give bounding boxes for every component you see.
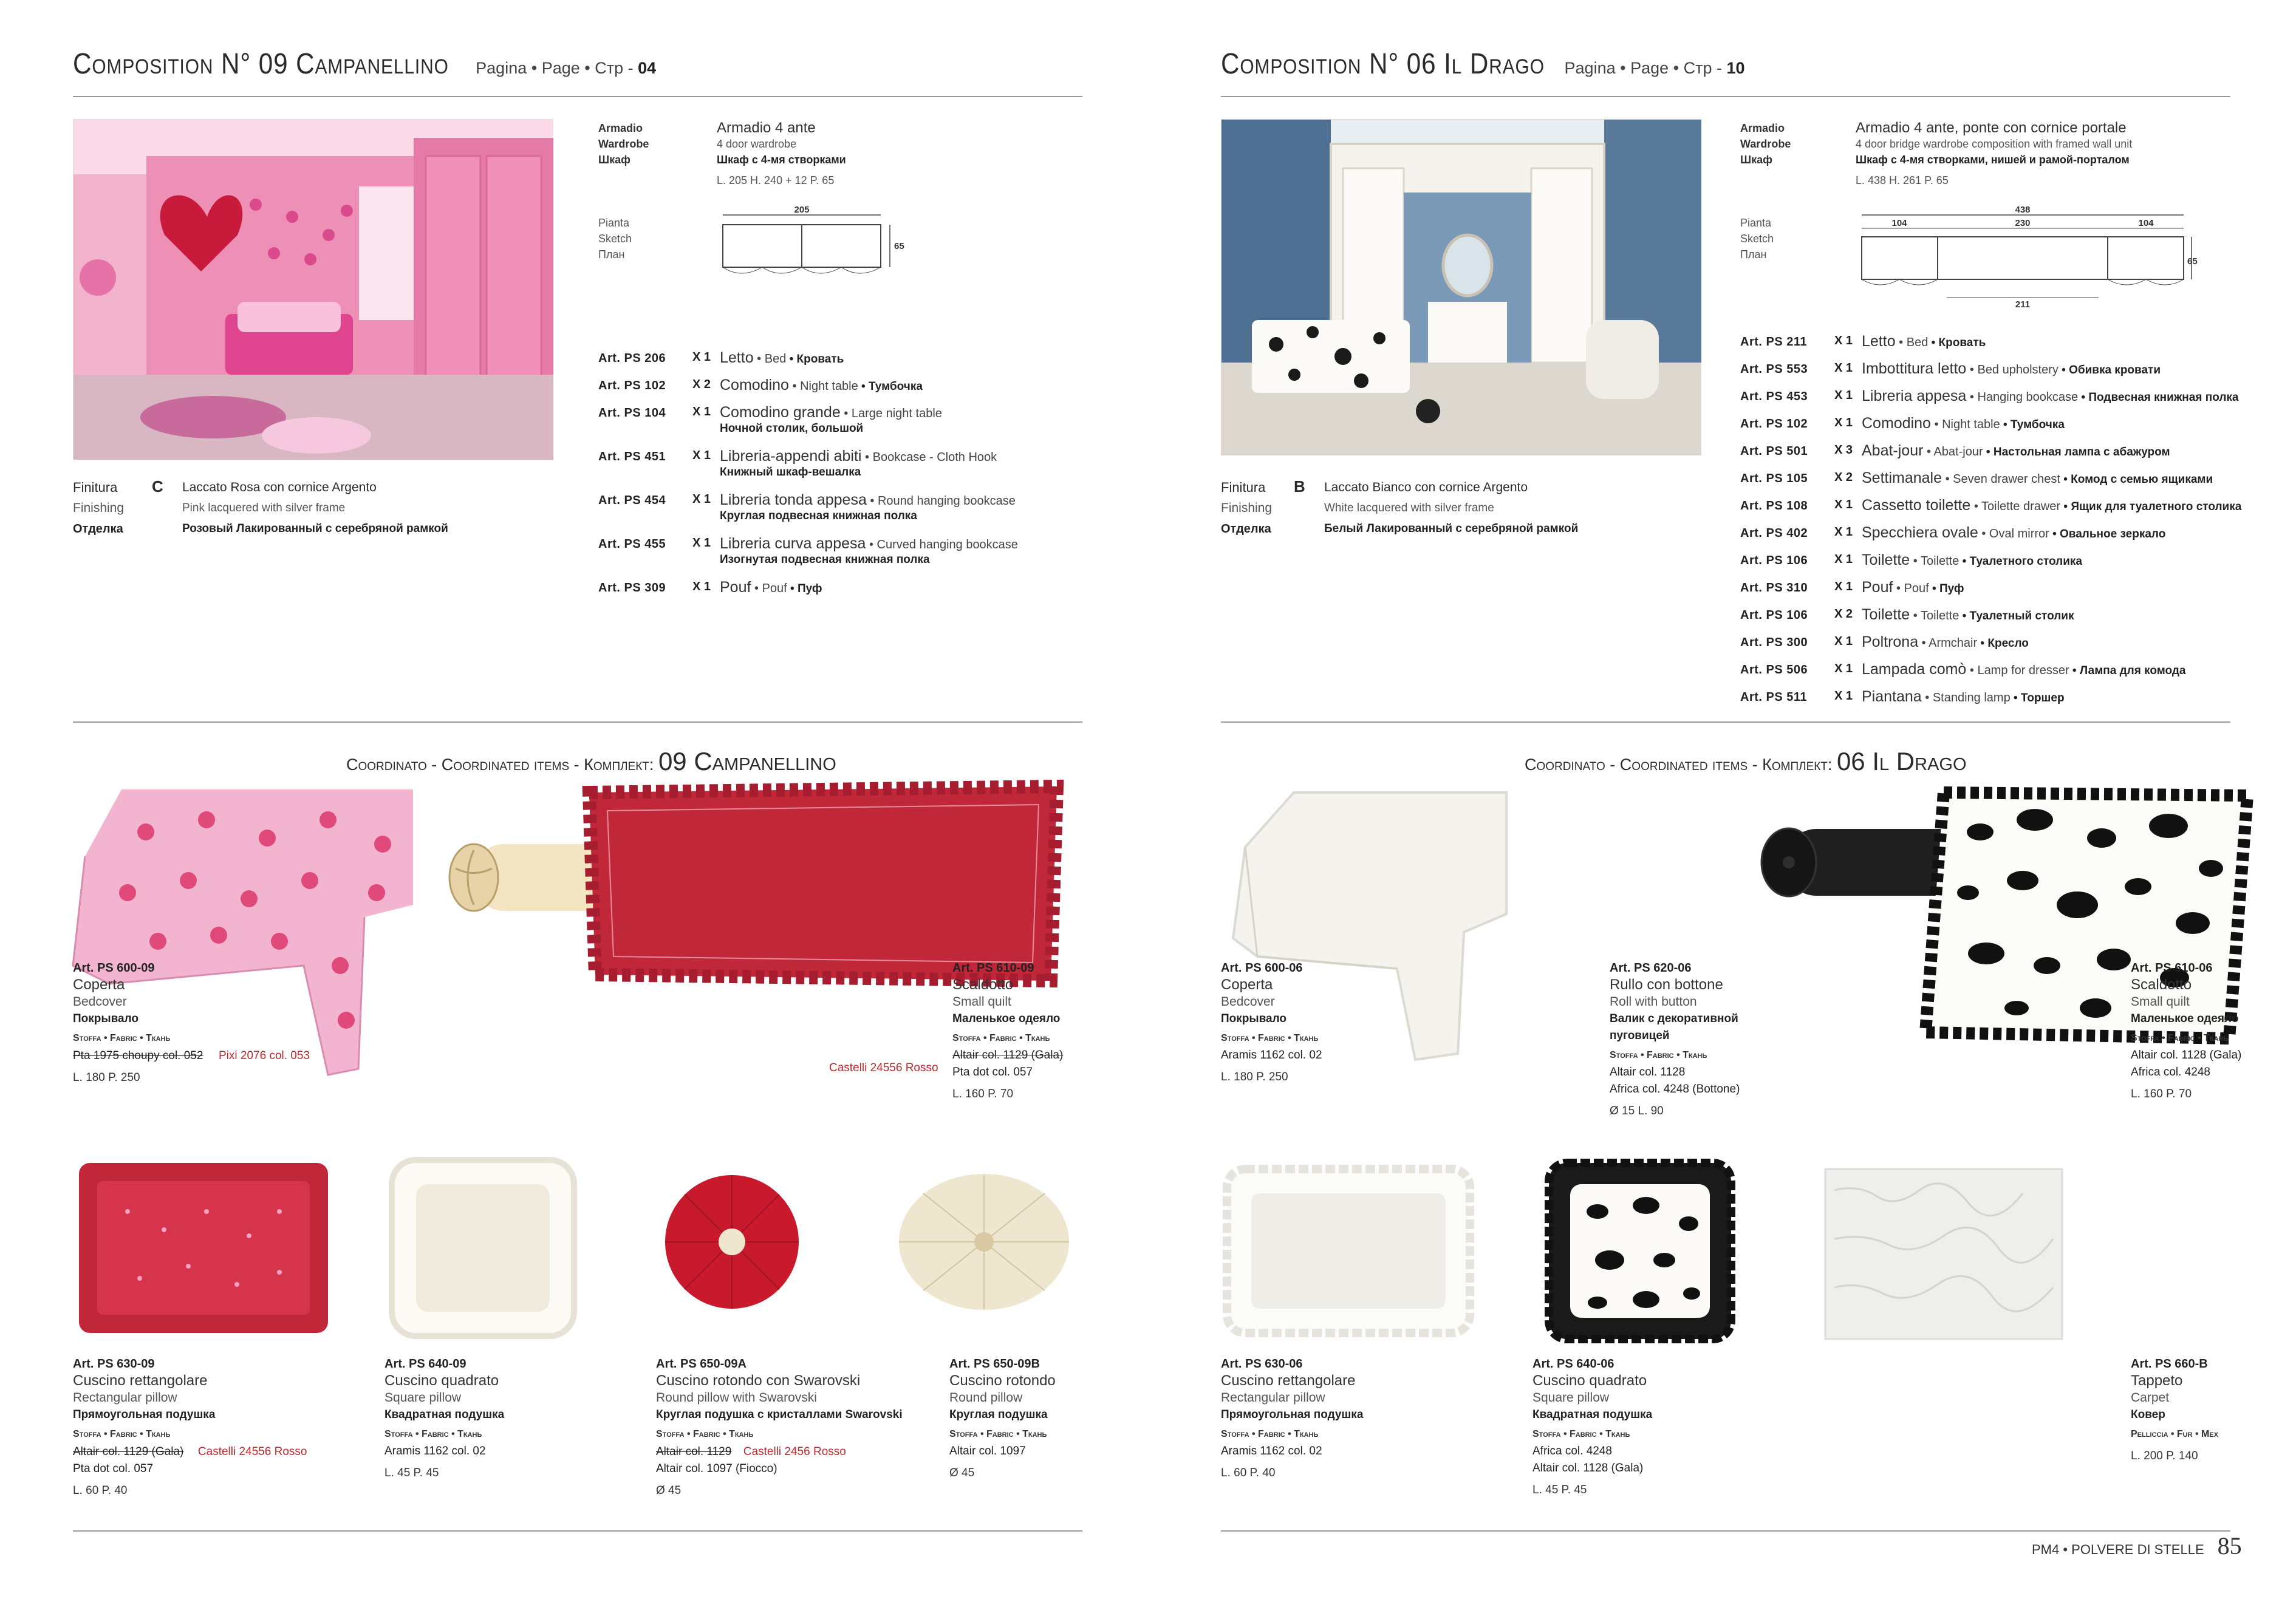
item-name: Toilette • Toilette • Туалетного столика (1862, 551, 2082, 568)
item-article: Art. PS 106 (1740, 608, 1808, 622)
svg-text:104: 104 (2138, 218, 2154, 228)
item-name-ru: Изогнутая подвесная книжная полка (720, 553, 930, 566)
svg-text:211: 211 (2015, 299, 2031, 310)
right-page (1148, 0, 2296, 1602)
item-qty: X 1 (1834, 498, 1853, 511)
item-row (1740, 606, 2275, 633)
item-name: Letto • Bed • Кровать (720, 349, 844, 366)
item-row (1740, 469, 2275, 497)
product-bedcover: Art. PS 600-06 Coperta Bedcover Покрывало Stoffa • Fabric • Ткань Aramis 1162 col. 02 L. 180 P. 250 (1221, 961, 1322, 1083)
carpet-image (1822, 1166, 2065, 1342)
coordinated-heading: Coordinato - Coordinated items - Комплект: 06 Il Drago (1525, 747, 1967, 775)
composition-title: Composition N° 09 Campanellino (73, 48, 449, 80)
item-name: Libreria curva appesa • Curved hanging bookcase (720, 535, 1018, 552)
item-article: Art. PS 451 (598, 450, 666, 463)
square-pillow-image (383, 1151, 583, 1345)
item-name-ru: Ночной столик, большой (720, 422, 864, 435)
wardrobe-sketch (1856, 206, 2196, 310)
item-qty: X 1 (1834, 334, 1853, 347)
item-row (598, 535, 1084, 579)
item-article: Art. PS 309 (598, 581, 666, 595)
finish-desc: Laccato Bianco con cornice Argento White lacquered with silver frame Белый Лакированный с серебряной рамкой (1324, 480, 1579, 535)
svg-text:65: 65 (2187, 256, 2198, 267)
product-roll-pillow: Art. PS 620-06 Rullo con bottone Roll with button Валик с декоративной пуговицей Stoffa • Fabric • Ткань Altair col. 1128 Africa col. 4248 (Bottone) Ø 15 L. 90 (1610, 961, 1740, 1117)
item-article: Art. PS 104 (598, 406, 666, 420)
item-article: Art. PS 553 (1740, 363, 1808, 376)
item-row (598, 377, 1084, 404)
item-row (1740, 688, 2275, 715)
item-qty: X 1 (1834, 635, 1853, 648)
wardrobe-labels: Armadio Wardrobe Шкаф (598, 122, 649, 166)
header-rule (73, 96, 1082, 97)
finish-desc: Laccato Rosa con cornice Argento Pink lacquered with silver frame Розовый Лакированный с серебряной рамкой (182, 480, 448, 535)
rect-pillow-image (73, 1157, 334, 1339)
item-row (1740, 415, 2275, 442)
item-name: Letto • Bed • Кровать (1862, 333, 1986, 350)
item-name: Lampada comò • Lamp for dresser • Лампа для комода (1862, 661, 2186, 678)
item-row (598, 579, 1084, 606)
wardrobe-dims: L. 438 H. 261 P. 65 (1856, 174, 1949, 186)
item-qty: X 1 (1834, 662, 1853, 675)
item-qty: X 1 (1834, 689, 1853, 703)
round-pillow-swarovski-image (659, 1169, 805, 1315)
item-name: Pouf • Pouf • Пуф (1862, 579, 1964, 596)
header-rule (1221, 96, 2230, 97)
item-article: Art. PS 102 (598, 379, 666, 392)
product-rect-pillow: Art. PS 630-06 Cuscino rettangolare Rectangular pillow Прямоугольная подушка Stoffa • Fabric • Ткань Aramis 1162 col. 02 L. 60 P. 40 (1221, 1357, 1364, 1479)
item-article: Art. PS 310 (1740, 581, 1808, 595)
sketch-labels: Pianta Sketch План (598, 217, 632, 261)
finish-letter: C (152, 477, 163, 496)
item-name-ru: Круглая подвесная книжная полка (720, 510, 917, 522)
item-qty: X 1 (692, 493, 711, 506)
item-name: Libreria-appendi abiti • Bookcase - Cloth Hook (720, 448, 997, 465)
item-row (598, 491, 1084, 535)
item-name: Imbottitura letto • Bed upholstery • Обивка кровати (1862, 360, 2161, 377)
room-photo (73, 119, 553, 459)
item-row (1740, 661, 2275, 688)
product-small-quilt: Art. PS 610-06 Scaldotto Small quilt Маленькое одеяло Stoffa • Fabric • Ткань Altair col. 1128 (Gala) Africa col. 4248 L. 160 P. 70 (2131, 961, 2242, 1100)
item-name: Poltrona • Armchair • Кресло (1862, 633, 2029, 650)
item-name-ru: Книжный шкаф-вешалка (720, 466, 861, 479)
finish-block: Finitura Finishing Отделка (73, 480, 125, 536)
product-square-pillow: Art. PS 640-06 Cuscino quadrato Square pillow Квадратная подушка Stoffa • Fabric • Ткань Africa col. 4248 Altair col. 1128 (Gala) L. 45 P. 45 (1532, 1357, 1653, 1496)
product-small-quilt: Art. PS 610-09 Scaldotto Small quilt Маленькое одеяло Stoffa • Fabric • Ткань Altair col. 1129 (Gala) Pta dot col. 057 L. 160 P. 70 (952, 961, 1064, 1100)
product-square-pillow: Art. PS 640-09 Cuscino quadrato Square pillow Квадратная подушка Stoffa • Fabric • Ткань Aramis 1162 col. 02 L. 45 P. 45 (384, 1357, 505, 1479)
item-article: Art. PS 206 (598, 352, 666, 365)
item-row (1740, 524, 2275, 551)
item-qty: X 1 (1834, 553, 1853, 566)
composition-title: Composition N° 06 Il Drago (1221, 48, 1545, 80)
item-qty: X 1 (1834, 361, 1853, 375)
footer-brand: PM4 • POLVERE DI STELLE (2032, 1542, 2204, 1557)
wardrobe-desc: Armadio 4 ante, ponte con cornice portale 4 door bridge wardrobe composition with framed wall unit Шкаф с 4-мя створками, нишей и рамой-порталом L. 438 H. 261 P. 65 (1856, 119, 2132, 189)
sketch-labels: Pianta Sketch План (1740, 217, 1774, 261)
item-article: Art. PS 454 (598, 494, 666, 507)
rect-pillow-image (1221, 1163, 1476, 1339)
page-header (73, 47, 656, 90)
item-article: Art. PS 106 (1740, 554, 1808, 567)
item-qty: X 2 (1834, 607, 1853, 621)
item-name: Pouf • Pouf • Пуф (720, 579, 822, 596)
item-row (1740, 579, 2275, 606)
square-pillow-image (1543, 1157, 1737, 1345)
page-header (1221, 47, 1745, 90)
item-qty: X 1 (1834, 525, 1853, 539)
item-row (1740, 497, 2275, 524)
wardrobe-desc: Armadio 4 ante 4 door wardrobe Шкаф с 4-мя створками L. 205 H. 240 + 12 P. 65 (717, 119, 846, 189)
item-qty: X 2 (692, 378, 711, 391)
page-reference: Pagina • Page • Стр - 10 (1564, 59, 1745, 77)
item-name: Comodino • Night table • Тумбочка (1862, 415, 2065, 432)
item-name: Comodino grande • Large night table (720, 404, 942, 421)
item-qty: X 1 (692, 580, 711, 593)
item-row (598, 448, 1084, 491)
coordinated-heading: Coordinato - Coordinated items - Комплект: 09 Campanellino (346, 747, 836, 775)
item-name: Comodino • Night table • Тумбочка (720, 377, 923, 394)
item-article: Art. PS 108 (1740, 499, 1808, 513)
item-article: Art. PS 402 (1740, 527, 1808, 540)
item-name: Libreria tonda appesa • Round hanging bookcase (720, 491, 1016, 508)
item-article: Art. PS 455 (598, 537, 666, 551)
round-pillow-image (896, 1169, 1072, 1315)
small-quilt-image (583, 780, 1063, 987)
item-row (1740, 333, 2275, 360)
item-row (1740, 387, 2275, 415)
item-article: Art. PS 511 (1740, 690, 1808, 704)
item-row (1740, 442, 2275, 469)
fabric-note-quilt: Castelli 24556 Rosso (829, 1062, 938, 1074)
section-rule (73, 721, 1082, 723)
wardrobe-dims: L. 205 H. 240 + 12 P. 65 (717, 174, 835, 186)
page-number: 85 (2217, 1532, 2242, 1559)
item-row (1740, 551, 2275, 579)
item-qty: X 1 (1834, 389, 1853, 402)
section-rule (1221, 721, 2230, 723)
item-qty: X 1 (1834, 416, 1853, 429)
item-name: Specchiera ovale • Oval mirror • Овальное зеркало (1862, 524, 2166, 541)
item-qty: X 1 (692, 405, 711, 418)
room-photo (1221, 119, 1701, 455)
svg-text:230: 230 (2015, 218, 2031, 228)
wardrobe-sketch (717, 205, 904, 285)
product-rect-pillow: Art. PS 630-09 Cuscino rettangolare Rectangular pillow Прямоугольная подушка Stoffa • Fabric • Ткань Altair col. 1129 (Gala) Castelli 24556 Rosso Pta dot col. 057 L. 60 P. 40 (73, 1357, 307, 1497)
svg-text:104: 104 (1891, 218, 1907, 228)
item-article: Art. PS 105 (1740, 472, 1808, 485)
item-row (1740, 633, 2275, 661)
item-name: Piantana • Standing lamp • Торшер (1862, 688, 2065, 705)
svg-text:65: 65 (894, 241, 904, 251)
product-round-pillow-swarovski: Art. PS 650-09A Cuscino rotondo con Swarovski Round pillow with Swarovski Круглая подушка с кристаллами Swarovski Stoffa • Fabric • Ткань Altair col. 1129 Castelli 2456 Rosso Altair col. 1097 (Fiocco) Ø 45 (656, 1357, 903, 1497)
product-round-pillow: Art. PS 650-09B Cuscino rotondo Round pillow Круглая подушка Stoffa • Fabric • Ткань Altair col. 1097 Ø 45 (949, 1357, 1056, 1479)
item-article: Art. PS 506 (1740, 663, 1808, 677)
item-article: Art. PS 300 (1740, 636, 1808, 649)
svg-text:205: 205 (794, 205, 810, 215)
item-article: Art. PS 453 (1740, 390, 1808, 403)
item-row (598, 404, 1084, 448)
product-bedcover: Art. PS 600-09 Coperta Bedcover Покрывало Stoffa • Fabric • Ткань Pta 1975 choupy col. 052 Pixi 2076 col. 053 L. 180 P. 250 (73, 961, 310, 1084)
item-list (598, 349, 1084, 606)
item-qty: X 1 (692, 350, 711, 364)
finish-letter: B (1294, 477, 1305, 496)
item-qty: X 1 (692, 536, 711, 550)
item-article: Art. PS 211 (1740, 335, 1808, 349)
item-list (1740, 333, 2275, 715)
item-article: Art. PS 501 (1740, 445, 1808, 458)
item-qty: X 2 (1834, 471, 1853, 484)
item-name: Cassetto toilette • Toilette drawer • Ящик для туалетного столика (1862, 497, 2242, 514)
page-reference: Pagina • Page • Стр - 04 (476, 59, 657, 77)
item-qty: X 1 (692, 449, 711, 462)
item-row (1740, 360, 2275, 387)
product-carpet: Art. PS 660-B Tappeto Carpet Ковер Pelliccia • Fur • Мех L. 200 P. 140 (2131, 1357, 2219, 1462)
wardrobe-labels: Armadio Wardrobe Шкаф (1740, 122, 1791, 166)
item-row (598, 349, 1084, 377)
item-name: Libreria appesa • Hanging bookcase • Подвесная книжная полка (1862, 387, 2239, 404)
page-footer (2032, 1532, 2242, 1560)
finish-block: Finitura Finishing Отделка (1221, 480, 1273, 536)
item-article: Art. PS 102 (1740, 417, 1808, 431)
svg-text:438: 438 (2015, 205, 2031, 215)
item-name: Toilette • Toilette • Туалетный столик (1862, 606, 2074, 623)
footer-rule (73, 1530, 1082, 1532)
item-name: Settimanale • Seven drawer chest • Комод с семью ящиками (1862, 469, 2213, 486)
item-qty: X 1 (1834, 580, 1853, 593)
item-name: Abat-jour • Abat-jour • Настольная лампа с абажуром (1862, 442, 2170, 459)
item-qty: X 3 (1834, 443, 1853, 457)
